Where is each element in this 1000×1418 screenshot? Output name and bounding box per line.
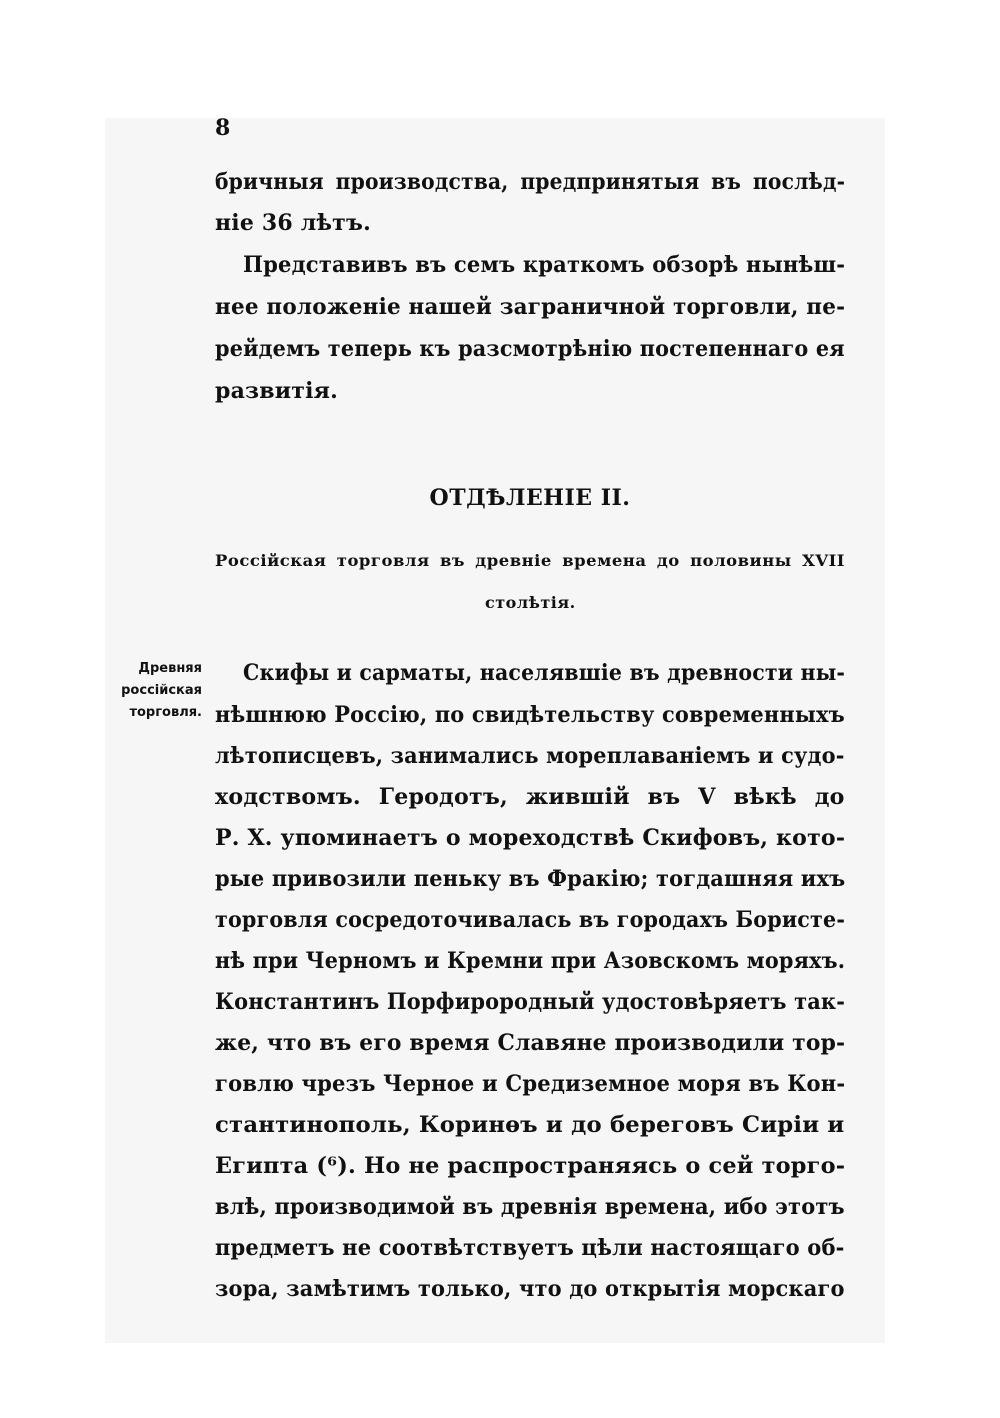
main-text-line: Скифы и сарматы, населявшіе въ древности ны- — [243, 660, 846, 686]
margin-note-line: Древняя — [138, 661, 202, 676]
paragraph-line: развитія. — [215, 378, 338, 404]
page-number: 8 — [215, 115, 231, 141]
main-text-line: говлю чрезъ Черное и Средиземное моря въ Кон- — [215, 1071, 846, 1097]
main-text-line: влѣ, производимой въ древнія времена, ибо этотъ — [215, 1194, 845, 1220]
main-text-line: нѣшнюю Россію, по свидѣтельству современныхъ — [215, 702, 845, 728]
margin-note-line: торговля. — [129, 705, 202, 720]
main-text-line: лѣтописцевъ, занимались мореплаваніемъ и судо- — [215, 743, 845, 769]
main-text-line: зора, замѣтимъ только, что до открытія морскаго — [215, 1276, 845, 1302]
main-text-line: предметъ не соотвѣтствуетъ цѣли настоящаго об- — [215, 1235, 845, 1261]
section-subtitle-line: столѣтія. — [485, 593, 576, 612]
main-text-line: Константинъ Порфирородный удостовѣряетъ так- — [215, 989, 846, 1015]
main-text-line: стантинополь, Коринѳъ и до береговъ Сиріи и — [215, 1112, 845, 1138]
intro-line: ніе 36 лѣтъ. — [215, 210, 371, 236]
main-text-line: Египта (⁶). Но не распространяясь о сей торго- — [215, 1153, 846, 1179]
margin-note-line: россійская — [121, 683, 202, 698]
section-title: ОТДѢЛЕНІЕ II. — [429, 485, 631, 511]
paragraph-line: Представивъ въ семъ краткомъ обзорѣ нынѣш- — [243, 252, 846, 278]
main-text-line: торговля сосредоточивалась въ городахъ Бористе- — [215, 907, 846, 933]
main-text-line: рые привозили пеньку въ Фракію; тогдашняя ихъ — [215, 866, 846, 892]
main-text-line: же, что въ его время Славяне производили тор- — [215, 1030, 846, 1056]
paragraph-line: рейдемъ теперь къ разсмотрѣнію постепеннаго ея — [215, 336, 845, 362]
paragraph-line: нее положеніе нашей заграничной торговли, пе- — [215, 294, 846, 320]
main-text-line: ходствомъ. Геродотъ, жившій въ V вѣкѣ до — [215, 784, 845, 810]
margin-note — [102, 658, 202, 724]
section-subtitle-line: Россійская торговля въ древніе времена до половины XVII — [215, 551, 845, 570]
main-text-line: нѣ при Черномъ и Кремни при Азовскомъ моряхъ. — [215, 948, 846, 974]
main-text-line: Р. Х. упоминаетъ о мореходствѣ Скифовъ, кото- — [215, 825, 846, 851]
intro-line: бричныя производства, предпринятыя въ послѣд- — [215, 169, 846, 195]
